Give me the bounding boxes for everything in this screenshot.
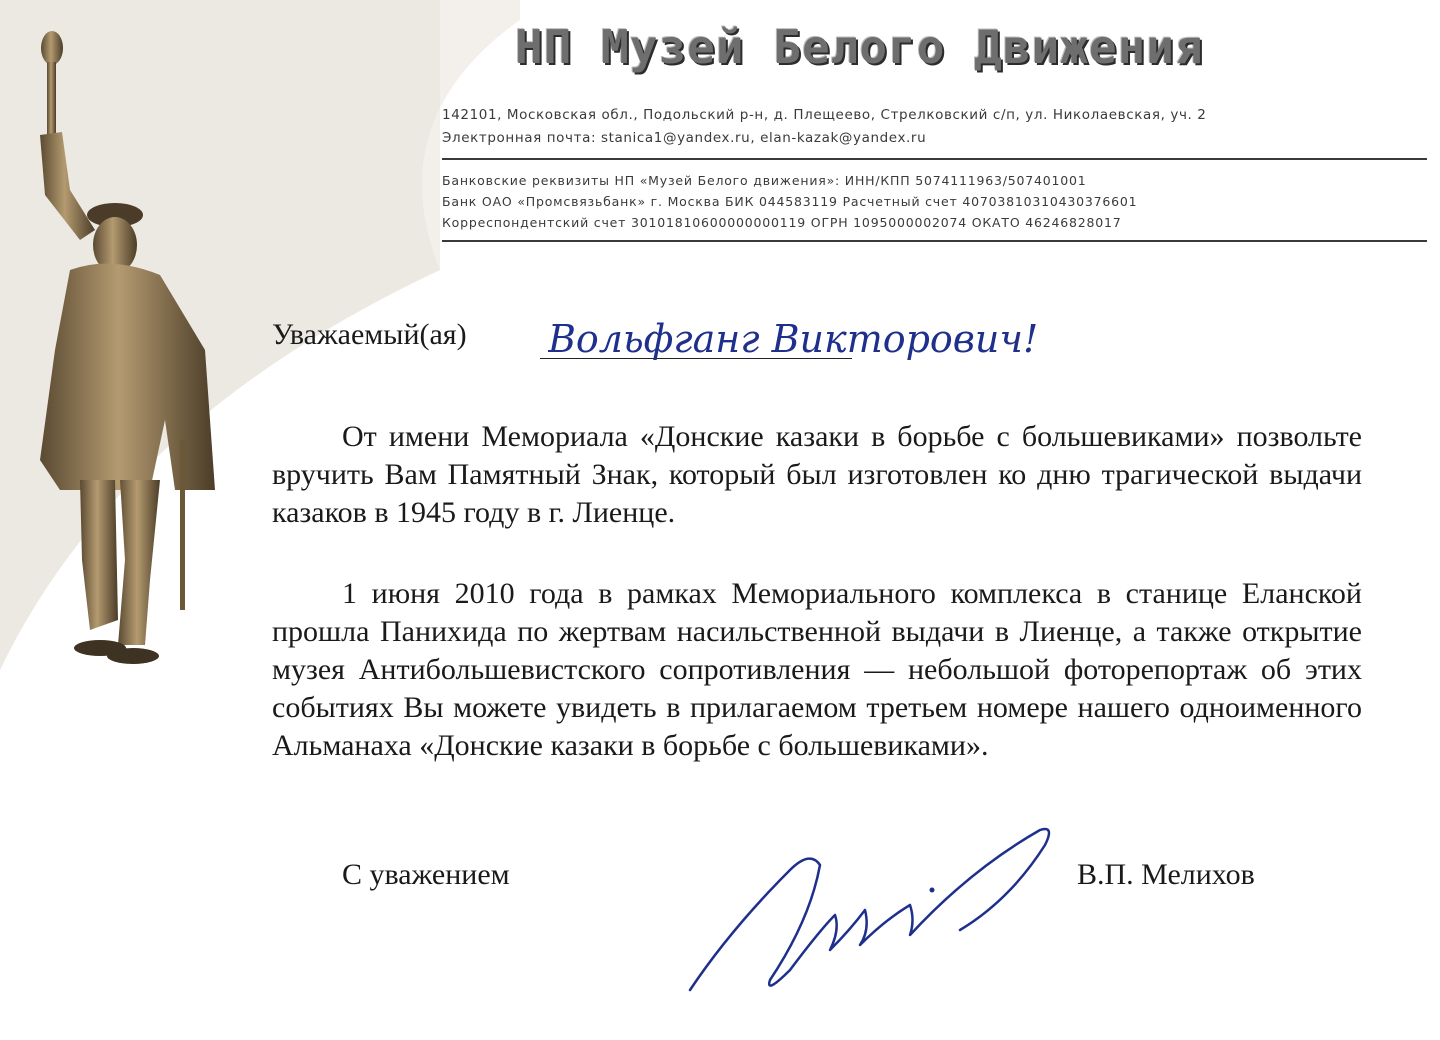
paragraph-1 [272,418,1362,532]
bank-line-1: Банковские реквизиты НП «Музей Белого движения»: ИНН/КПП 5074111963/507401001 [442,173,1087,188]
signer-name: В.П. Мелихов [1077,858,1255,891]
bank-line-3: Корреспондентский счет 30101810600000000119 ОГРН 1095000002074 ОКАТО 46246828017 [442,215,1122,230]
paragraph-2 [272,575,1362,765]
contact-block [442,104,1207,150]
bank-line-2: Банк ОАО «Промсвязьбанк» г. Москва БИК 044583119 Расчетный счет 40703810310430376601 [442,194,1138,209]
paragraph-2-text: 1 июня 2010 года в рамках Мемориального комплекса в станице Еланской прошла Панихида по жертвам насильственной выдачи в Лиенце, а также открытие музея Антибольшевистского сопротивления — небольшой фоторепортаж об этих событиях Вы можете увидеть в прилагаемом третьем номере нашего одноименного Альманаха «Донские казаки в борьбе с большевиками». [272,577,1362,762]
bank-details-block [442,170,1137,233]
cossack-statue-illustration [0,20,250,670]
closing-text: С уважением [342,858,510,891]
museum-title: НП Музей Белого Движения [515,20,1204,74]
paragraph-1-text: От имени Мемориала «Донские казаки в борьбе с большевиками» позвольте вручить Вам Памятный Знак, который был изготовлен ко дню трагической выдачи казаков в 1945 году в г. Лиенце. [272,420,1362,529]
email-line: Электронная почта: stanica1@yandex.ru, elan-kazak@yandex.ru [442,130,927,146]
recipient-name-text: Вольфганг Викторович! [548,317,1039,361]
header-divider-bottom [442,240,1427,242]
handwritten-recipient-name [548,300,1198,380]
header-divider-top [442,158,1427,160]
handwritten-signature [670,810,1070,1020]
address-line: 142101, Московская обл., Подольский р-н, д. Плещеево, Стрелковский с/п, ул. Николаевская, уч. 2 [442,107,1207,123]
salutation: Уважаемый(ая) [272,318,467,351]
